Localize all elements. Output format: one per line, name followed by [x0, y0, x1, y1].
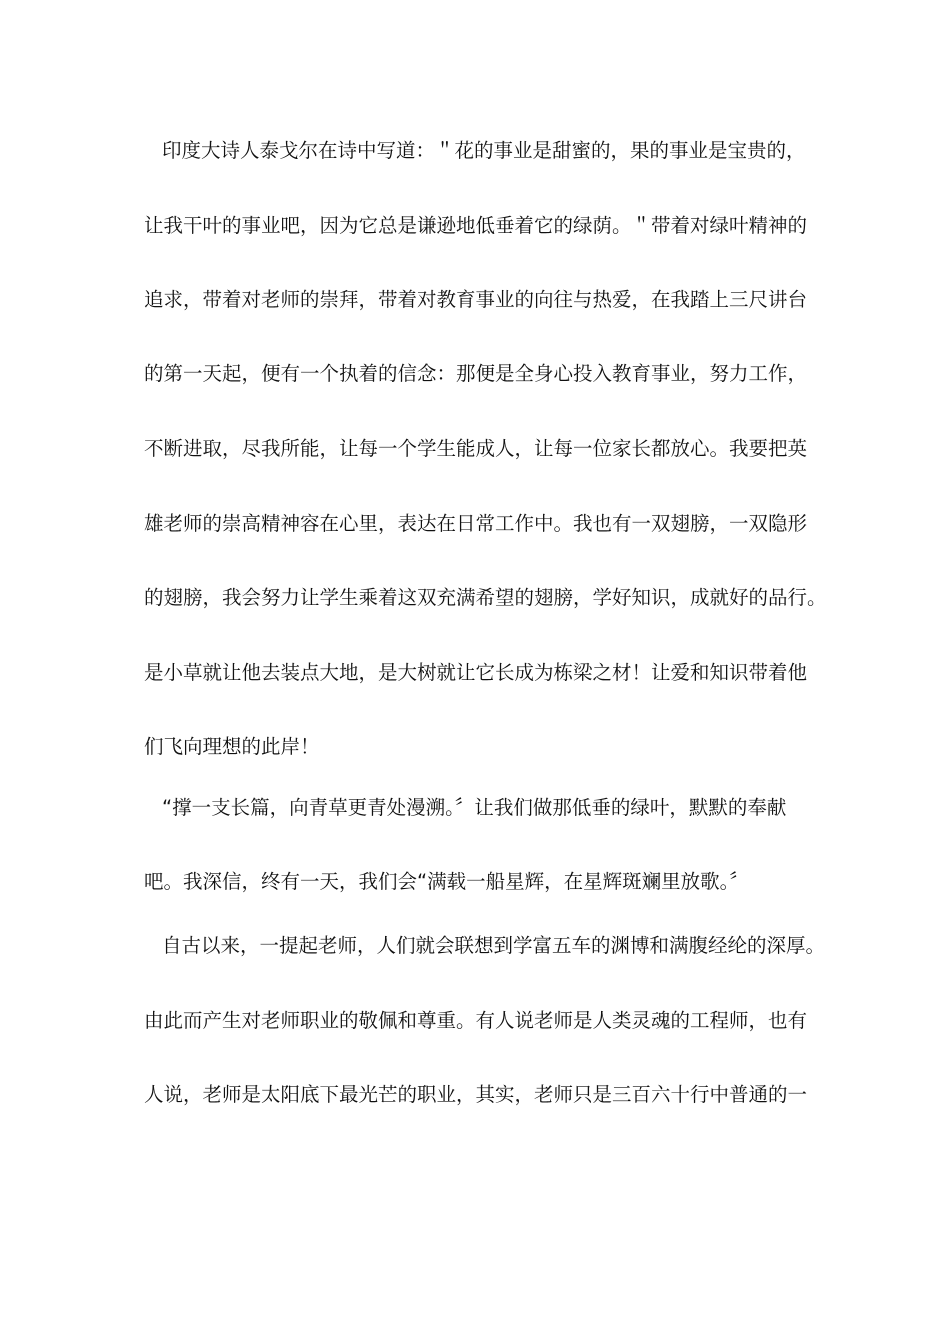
paragraph-3-line-3: 人说，老师是太阳底下最光芒的职业，其实，老师只是三百六十行中普通的一	[144, 1083, 808, 1106]
paragraph-3-line-2: 由此而产生对老师职业的敬佩和尊重。有人说老师是人类灵魂的工程师，也有	[144, 1009, 808, 1032]
paragraph-1-line-9: 们飞向理想的此岸！	[144, 735, 320, 758]
paragraph-3-line-1: 自古以来，一提起老师，人们就会联想到学富五车的渊博和满腹经纶的深厚。	[162, 934, 826, 957]
paragraph-1-line-8: 是小草就让他去装点大地，是大树就让它长成为栋梁之材！让爱和知识带着他	[144, 661, 808, 684]
paragraph-1-line-6: 雄老师的崇高精神容在心里，表达在日常工作中。我也有一双翅膀，一双隐形	[144, 512, 808, 535]
paragraph-1-line-5: 不断进取，尽我所能，让每一个学生能成人，让每一位家长都放心。我要把英	[144, 437, 808, 460]
paragraph-1-line-1: 印度大诗人泰戈尔在诗中写道：＂花的事业是甜蜜的，果的事业是宝贵的，	[162, 139, 806, 162]
paragraph-2-line-2: 吧。我深信，终有一天，我们会“满载一船星辉，在星辉斑斓里放歌。〞	[144, 870, 749, 893]
paragraph-1-line-7: 的翅膀，我会努力让学生乘着这双充满希望的翅膀，学好知识，成就好的品行。	[144, 586, 827, 609]
paragraph-1-line-3: 追求，带着对老师的崇拜，带着对教育事业的向往与热爱，在我踏上三尺讲台	[144, 288, 808, 311]
paragraph-1-line-2: 让我干叶的事业吧，因为它总是谦逊地低垂着它的绿荫。＂带着对绿叶精神的	[144, 214, 808, 237]
paragraph-1-line-4: 的第一天起，便有一个执着的信念：那便是全身心投入教育事业，努力工作，	[144, 362, 808, 385]
paragraph-2-line-1: “撑一支长篇，向青草更青处漫溯。〞让我们做那低垂的绿叶，默默的奉献	[162, 796, 787, 819]
